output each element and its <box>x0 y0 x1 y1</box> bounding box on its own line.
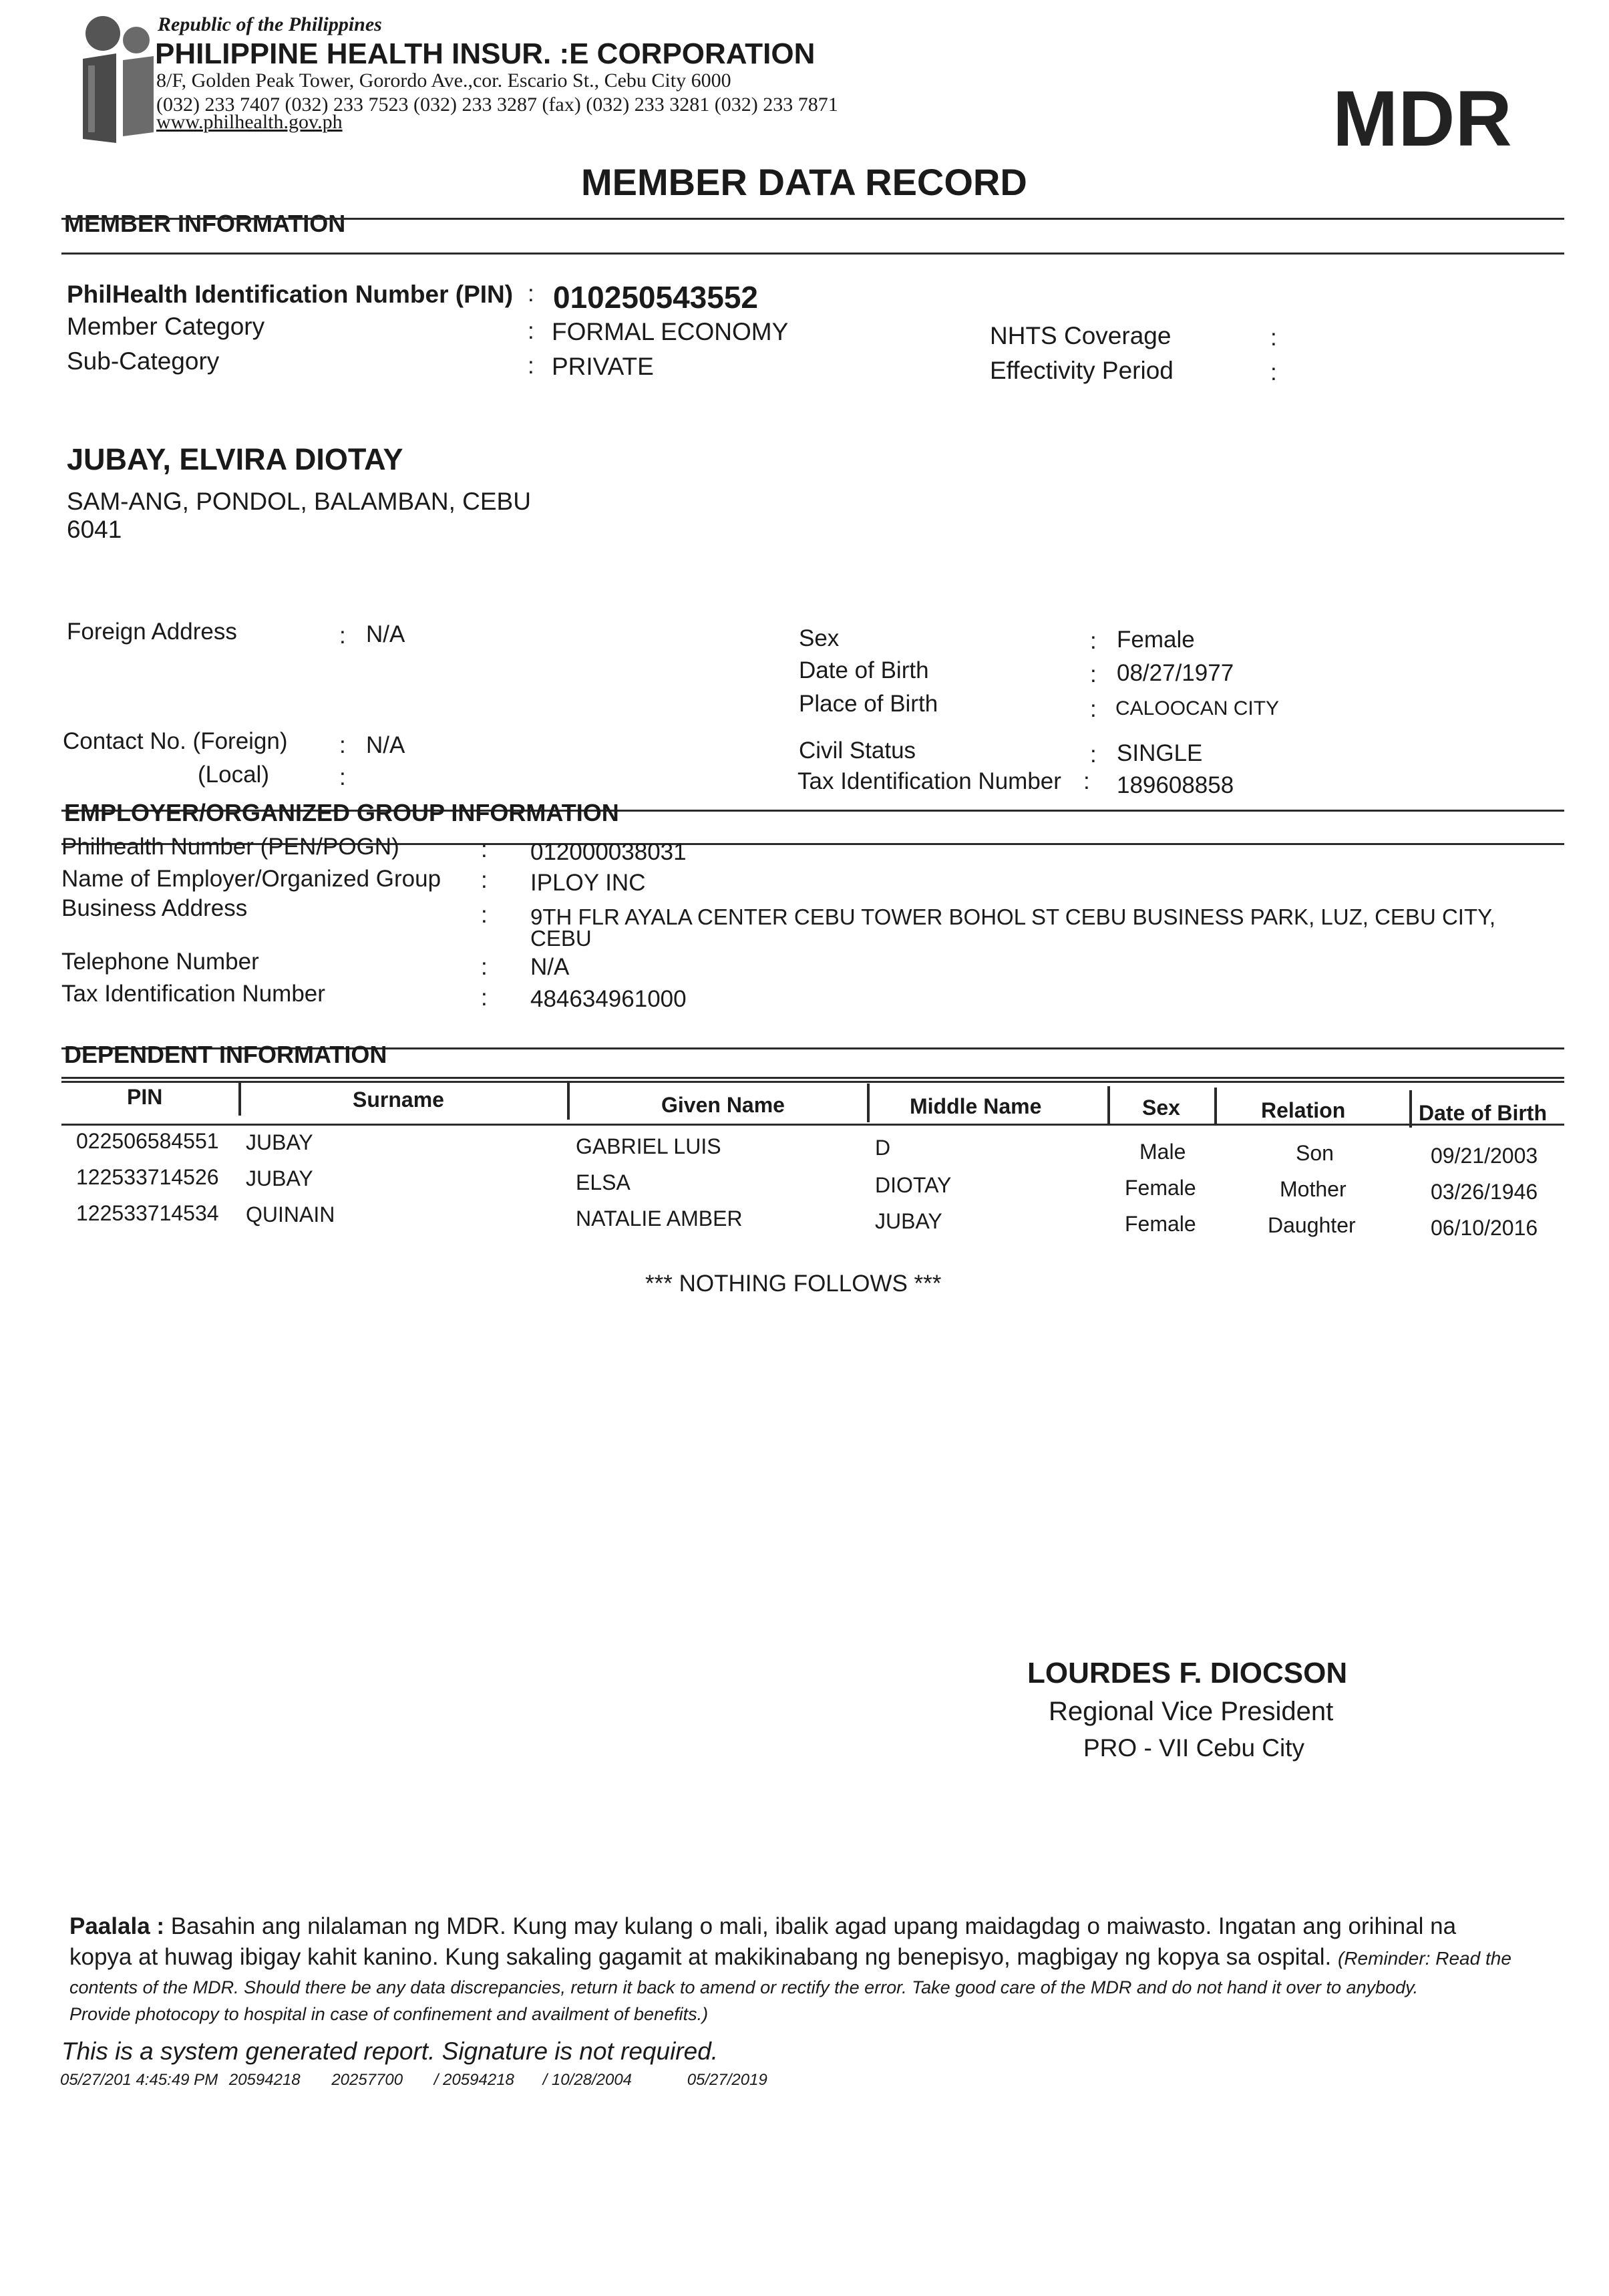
nhts-label: NHTS Coverage <box>990 322 1172 349</box>
reminder-line2: contents of the MDR. Should there be any data discrepancies, return it back to amend or rectify the error. Take good care of the MDR and do not hand it over to anybody. <box>69 1977 1419 1997</box>
employer-tin-label: Tax Identification Number <box>61 981 325 1007</box>
table-col-divider <box>1107 1086 1110 1124</box>
contact-local-label: (Local) <box>198 762 269 788</box>
colon: : <box>1270 359 1277 385</box>
stamp-date: 05/27/2019 <box>687 2071 767 2089</box>
divider <box>61 218 1564 220</box>
corporation-address: 8/F, Golden Peak Tower, Gorordo Ave.,cor. Escario St., Cebu City 6000 <box>156 69 731 92</box>
paalala-line1 <box>69 1913 1456 1940</box>
colon: : <box>339 764 346 790</box>
col-header-given-name: Given Name <box>661 1093 785 1117</box>
report-stamp <box>60 2071 767 2090</box>
stamp-id: / 20594218 <box>433 2071 514 2089</box>
colon: : <box>1090 628 1097 654</box>
dob-label: Date of Birth <box>799 657 929 683</box>
tin-value: 189608858 <box>1117 772 1234 798</box>
philhealth-logo <box>75 12 162 146</box>
business-address-line1: 9TH FLR AYALA CENTER CEBU TOWER BOHOL ST CEBU BUSINESS PARK, LUZ, CEBU CITY, <box>530 905 1496 929</box>
cell-given-name: ELSA <box>576 1170 631 1194</box>
dependent-section-title: DEPENDENT INFORMATION <box>64 1041 387 1068</box>
paalala-text2: kopya at huwag ibigay kahit kanino. Kung sakaling gagamit at makikinabang ng benepisyo, magbigay ng kopya sa ospital. <box>69 1944 1332 1970</box>
col-header-sex: Sex <box>1142 1096 1180 1120</box>
pob-value: CALOOCAN CITY <box>1115 697 1280 719</box>
table-top-rule <box>61 1081 1564 1083</box>
colon: : <box>528 281 534 307</box>
pen-value: 012000038031 <box>530 839 687 865</box>
cell-middle-name: JUBAY <box>875 1209 942 1233</box>
colon: : <box>1083 768 1090 794</box>
colon: : <box>528 353 534 379</box>
cell-dob: 06/10/2016 <box>1431 1216 1538 1240</box>
telephone-value: N/A <box>530 954 570 980</box>
colon: : <box>481 836 488 862</box>
contact-foreign-label: Contact No. (Foreign) <box>63 728 288 754</box>
paalala-text1: Basahin ang nilalaman ng MDR. Kung may kulang o mali, ibalik agad upang maidagdag o maiwasto. Ingatan ang orihinal na <box>170 1913 1457 1939</box>
colon: : <box>1270 325 1277 351</box>
member-address-line1: SAM-ANG, PONDOL, BALAMBAN, CEBU <box>67 488 531 515</box>
col-header-middle-name: Middle Name <box>910 1094 1042 1118</box>
system-note: This is a system generated report. Signature is not required. <box>61 2037 719 2065</box>
colon: : <box>1090 742 1097 768</box>
cell-surname: QUINAIN <box>246 1202 335 1226</box>
sex-label: Sex <box>799 625 840 651</box>
member-category-value: FORMAL ECONOMY <box>552 318 789 345</box>
signatory-position: Regional Vice President <box>1049 1697 1334 1726</box>
cell-sex: Male <box>1139 1140 1186 1164</box>
cell-relation: Daughter <box>1268 1213 1356 1237</box>
tin-label: Tax Identification Number <box>797 768 1061 794</box>
nothing-follows: *** NOTHING FOLLOWS *** <box>645 1271 942 1297</box>
colon: : <box>1090 696 1097 722</box>
stamp-datetime: 05/27/201 4:45:49 PM <box>60 2071 218 2089</box>
col-header-surname: Surname <box>353 1088 444 1112</box>
paalala-label: Paalala : <box>69 1913 165 1939</box>
corporation-name: PHILIPPINE HEALTH INSUR. :E CORPORATION <box>155 37 816 70</box>
cell-dob: 09/21/2003 <box>1431 1144 1538 1168</box>
col-header-relation: Relation <box>1261 1098 1346 1122</box>
member-section-title: MEMBER INFORMATION <box>64 210 346 237</box>
cell-surname: JUBAY <box>246 1130 313 1154</box>
telephone-label: Telephone Number <box>61 949 259 975</box>
employer-name-label: Name of Employer/Organized Group <box>61 866 441 892</box>
pin-value: 010250543552 <box>553 280 758 315</box>
stamp-date: / 10/28/2004 <box>542 2071 633 2089</box>
cell-pin: 122533714534 <box>76 1201 219 1225</box>
cell-given-name: NATALIE AMBER <box>576 1206 743 1231</box>
cell-pin: 122533714526 <box>76 1165 219 1189</box>
divider <box>61 1077 1564 1079</box>
table-col-divider <box>238 1081 241 1116</box>
corporation-phones: (032) 233 7407 (032) 233 7523 (032) 233 3287 (fax) (032) 233 3281 (032) 233 7871 <box>156 94 838 116</box>
cell-sex: Female <box>1125 1176 1196 1200</box>
cell-middle-name: DIOTAY <box>875 1173 952 1197</box>
col-header-dob: Date of Birth <box>1419 1101 1547 1125</box>
colon: : <box>339 623 346 649</box>
col-header-pin: PIN <box>127 1085 163 1109</box>
colon: : <box>528 318 534 344</box>
pob-label: Place of Birth <box>799 691 938 717</box>
business-address-line2: CEBU <box>530 926 592 951</box>
subcategory-label: Sub-Category <box>67 347 220 375</box>
cell-middle-name: D <box>875 1136 891 1160</box>
cell-sex: Female <box>1125 1212 1196 1236</box>
colon: : <box>481 985 488 1011</box>
foreign-address-label: Foreign Address <box>67 619 237 645</box>
member-address-line2: 6041 <box>67 516 122 543</box>
sex-value: Female <box>1117 627 1195 653</box>
table-col-divider <box>1214 1088 1217 1125</box>
contact-foreign-value: N/A <box>366 732 405 758</box>
table-col-divider <box>867 1084 870 1122</box>
colon: : <box>339 732 346 758</box>
colon: : <box>481 867 488 893</box>
cell-dob: 03/26/1946 <box>1431 1180 1538 1204</box>
colon: : <box>1090 661 1097 687</box>
business-address-label: Business Address <box>61 895 248 921</box>
paalala-line2 <box>69 1944 1511 1971</box>
reminder-line3: Provide photocopy to hospital in case of confinement and availment of benefits.) <box>69 2004 709 2024</box>
civil-status-value: SINGLE <box>1117 740 1203 766</box>
dob-value: 08/27/1977 <box>1117 660 1234 686</box>
colon: : <box>481 902 488 928</box>
republic-label: Republic of the Philippines <box>158 13 382 35</box>
doc-code: MDR <box>1332 75 1512 163</box>
cell-surname: JUBAY <box>246 1166 313 1190</box>
reminder-tail: (Reminder: Read the <box>1338 1948 1511 1969</box>
website-link[interactable]: www.philhealth.gov.ph <box>156 111 343 133</box>
civil-status-label: Civil Status <box>799 737 916 764</box>
pen-label: Philhealth Number (PEN/POGN) <box>61 834 399 860</box>
stamp-id: 20594218 <box>228 2071 301 2089</box>
page-title: MEMBER DATA RECORD <box>581 161 1027 203</box>
foreign-address-value: N/A <box>366 621 405 647</box>
subcategory-value: PRIVATE <box>552 353 654 380</box>
effectivity-label: Effectivity Period <box>990 357 1174 384</box>
stamp-id: 20257700 <box>331 2071 403 2089</box>
signatory-name: LOURDES F. DIOCSON <box>1027 1657 1348 1689</box>
employer-name-value: IPLOY INC <box>530 870 646 896</box>
cell-relation: Mother <box>1280 1177 1347 1201</box>
colon: : <box>481 954 488 980</box>
divider <box>61 253 1564 255</box>
employer-section-title: EMPLOYER/ORGANIZED GROUP INFORMATION <box>64 799 619 826</box>
pin-label: PhilHealth Identification Number (PIN) <box>67 281 514 308</box>
employer-tin-value: 484634961000 <box>530 986 687 1012</box>
cell-pin: 022506584551 <box>76 1129 219 1153</box>
table-col-divider <box>1409 1090 1412 1128</box>
cell-relation: Son <box>1296 1141 1334 1165</box>
table-col-divider <box>567 1081 570 1120</box>
cell-given-name: GABRIEL LUIS <box>576 1134 721 1158</box>
member-name: JUBAY, ELVIRA DIOTAY <box>67 442 403 476</box>
table-header-rule <box>61 1124 1564 1126</box>
member-category-label: Member Category <box>67 313 265 340</box>
signatory-office: PRO - VII Cebu City <box>1083 1734 1305 1762</box>
